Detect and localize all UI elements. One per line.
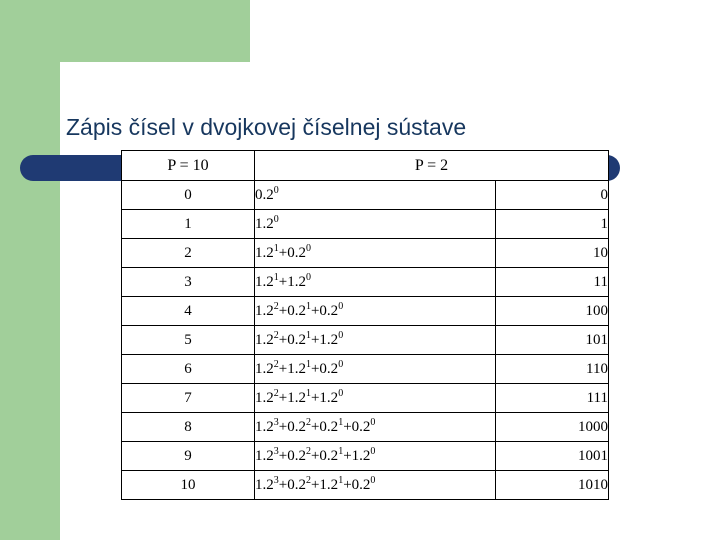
decimal-value: 1 [122,210,255,239]
table-row [122,442,609,471]
term-exponent: 1 [305,358,311,370]
term-exponent: 0 [338,329,344,341]
term-base: 0.2 [255,186,274,203]
positional-expansion [255,442,496,471]
term-exponent: 1 [273,271,279,283]
positional-expansion [255,181,496,210]
term-base: +0.2 [343,418,371,435]
table-row [122,413,609,442]
term-exponent: 2 [305,416,311,428]
term-exponent: 1 [338,445,344,457]
term-base: +1.2 [278,273,306,290]
decimal-value: 0 [122,181,255,210]
term-base: 1.2 [255,360,274,377]
binary-value: 1 [496,210,609,239]
term-exponent: 0 [338,358,344,370]
positional-expansion [255,413,496,442]
term-base: +1.2 [310,331,339,348]
term-exponent: 1 [305,300,311,312]
term-base: 1.2 [255,244,274,261]
term-base: +0.2 [278,418,306,435]
binary-value: 0 [496,181,609,210]
term-base: +0.2 [278,447,306,464]
term-exponent: 1 [338,474,344,486]
term-exponent: 0 [370,416,376,428]
table-header-row [122,151,609,181]
table-row [122,181,609,210]
term-base: +1.2 [343,447,371,464]
binary-value: 1010 [496,471,609,500]
term-exponent: 1 [338,416,344,428]
decimal-value: 8 [122,413,255,442]
term-exponent: 3 [273,416,279,428]
binary-value: 1000 [496,413,609,442]
binary-value: 110 [496,355,609,384]
binary-value: 100 [496,297,609,326]
decorative-green-corner [0,0,250,62]
term-exponent: 0 [370,445,376,457]
term-base: +0.2 [310,418,339,435]
term-base: 1.2 [255,476,274,493]
slide-title: Zápis čísel v dvojkovej číselnej sústave [66,114,467,140]
positional-expansion [255,210,496,239]
binary-value: 10 [496,239,609,268]
positional-expansion [255,297,496,326]
decimal-value: 2 [122,239,255,268]
term-exponent: 0 [305,242,311,254]
decorative-green-strip [0,0,60,540]
decimal-value: 6 [122,355,255,384]
term-base: +0.2 [343,476,371,493]
positional-expansion [255,471,496,500]
term-exponent: 0 [338,300,344,312]
binary-value: 101 [496,326,609,355]
decimal-value: 5 [122,326,255,355]
term-base: +1.2 [278,389,306,406]
table-row [122,471,609,500]
term-exponent: 0 [370,474,376,486]
table-body [122,181,609,500]
decimal-value: 10 [122,471,255,500]
table-row [122,239,609,268]
decimal-value: 7 [122,384,255,413]
term-base: +0.2 [310,360,339,377]
binary-value: 111 [496,384,609,413]
term-exponent: 0 [273,213,279,225]
term-exponent: 2 [273,358,279,370]
term-exponent: 2 [273,300,279,312]
term-exponent: 2 [305,445,311,457]
table-row [122,326,609,355]
header-base-2: P = 2 [255,151,609,181]
positional-expansion [255,268,496,297]
term-base: 1.2 [255,302,274,319]
term-exponent: 0 [273,184,279,196]
term-base: +0.2 [278,244,306,261]
term-base: +0.2 [278,476,306,493]
term-exponent: 3 [273,445,279,457]
decimal-value: 3 [122,268,255,297]
term-base: +1.2 [310,389,339,406]
term-exponent: 0 [338,387,344,399]
binary-value: 1001 [496,442,609,471]
term-base: +0.2 [310,447,339,464]
term-exponent: 1 [305,329,311,341]
term-exponent: 2 [305,474,311,486]
term-exponent: 1 [305,387,311,399]
term-base: +0.2 [310,302,339,319]
decimal-value: 9 [122,442,255,471]
header-base-10: P = 10 [122,151,255,181]
table-row [122,384,609,413]
table-row [122,210,609,239]
binary-value: 11 [496,268,609,297]
conversion-table [121,150,609,500]
positional-expansion [255,384,496,413]
positional-expansion [255,239,496,268]
table-row [122,268,609,297]
term-exponent: 3 [273,474,279,486]
decimal-value: 4 [122,297,255,326]
table-row [122,297,609,326]
term-base: 1.2 [255,273,274,290]
positional-expansion [255,326,496,355]
term-base: +1.2 [310,476,339,493]
term-base: 1.2 [255,215,274,232]
term-exponent: 2 [273,329,279,341]
term-base: +1.2 [278,360,306,377]
term-base: 1.2 [255,418,274,435]
positional-expansion [255,355,496,384]
table-row [122,355,609,384]
term-base: 1.2 [255,447,274,464]
term-base: 1.2 [255,389,274,406]
term-exponent: 0 [305,271,311,283]
term-exponent: 2 [273,387,279,399]
term-base: +0.2 [278,302,306,319]
term-base: 1.2 [255,331,274,348]
term-base: +0.2 [278,331,306,348]
term-exponent: 1 [273,242,279,254]
